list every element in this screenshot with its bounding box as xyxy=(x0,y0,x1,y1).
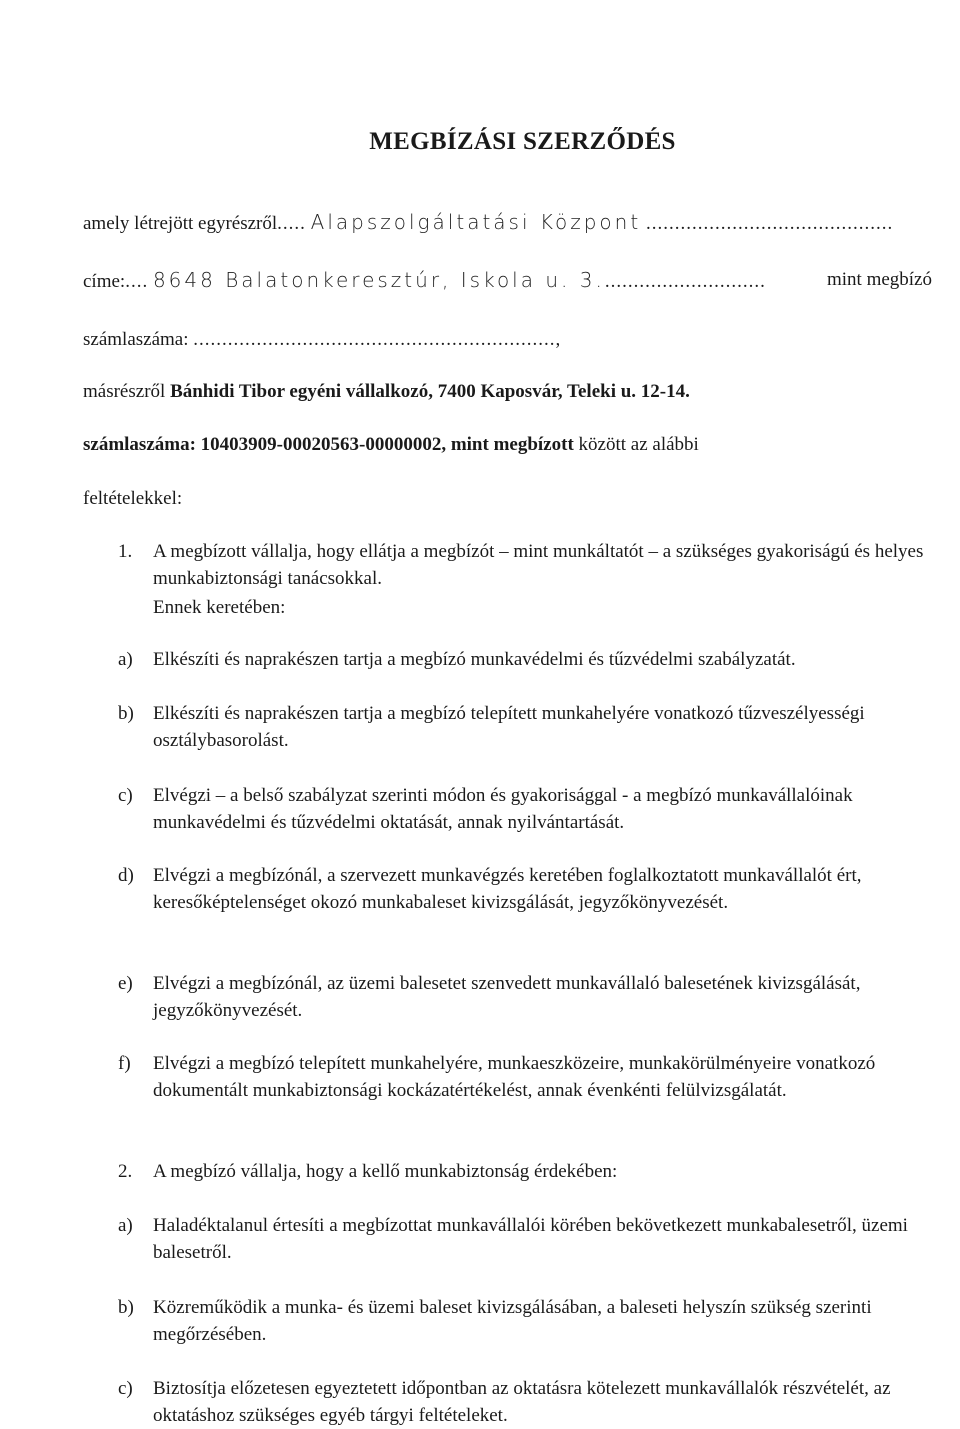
party1-address-handwritten: 8648 Balatonkeresztúr, Iskola u. 3. xyxy=(152,268,605,292)
section1-frame-text: Ennek keretében: xyxy=(153,597,286,618)
party1-address-label: címe: xyxy=(83,271,126,292)
item-marker: e) xyxy=(118,973,133,994)
conditions-label: feltételekkel: xyxy=(83,488,183,509)
item-marker: a) xyxy=(118,1215,133,1236)
item-marker: d) xyxy=(118,865,134,886)
party1-line: amely létrejött egyrészről..... Alapszolgáltatási Központ ........................................... xyxy=(83,210,894,234)
section1-number: 1. xyxy=(118,541,133,562)
party2-role-label: mint megbízott xyxy=(450,434,574,455)
section2-item-a: Haladéktalanul értesíti a megbízottat munkavállalói körében bekövetkezett munkabalesetről, üzemi balesetről. xyxy=(153,1215,908,1263)
item-marker: c) xyxy=(118,785,133,806)
party2-line xyxy=(83,380,932,404)
section1-item-f: Elvégzi a megbízó telepített munkahelyére, munkaeszközeire, munkakörülményeire vonatkozó dokumentált munkabiztonsági kockázatértékelést, annak évenkénti felülvizsgálatát. xyxy=(153,1053,876,1101)
party2-account-value: 10403909-00020563-00000002, xyxy=(200,434,447,455)
item-marker: a) xyxy=(118,649,133,670)
section1-item-c: Elvégzi – a belső szabályzat szerinti módon és gyakorisággal - a megbízó munkavállalóinak munkavédelmi és tűzvédelmi oktatását, annak nyilvántartását. xyxy=(153,785,853,833)
party2-identity: Bánhidi Tibor egyéni vállalkozó, 7400 Kaposvár, Teleki u. 12-14. xyxy=(170,381,690,402)
section1-item-e: Elvégzi a megbízónál, az üzemi balesetet szenvedett munkavállaló balesetének kivizsgálását, jegyzőkönyvezését. xyxy=(153,973,861,1021)
item-marker: f) xyxy=(118,1053,131,1074)
section2-item-c: Biztosítja előzetesen egyeztetett időpontban az oktatásra kötelezett munkavállalók részvételét, az oktatáshoz szükséges egyéb tárgyi feltételeket. xyxy=(153,1378,891,1426)
section2-number: 2. xyxy=(118,1161,133,1182)
item-marker: c) xyxy=(118,1378,133,1399)
party1-account-label: számlaszáma: xyxy=(83,329,189,350)
item-marker: b) xyxy=(118,1297,134,1318)
party1-account-line: számlaszáma: ..............................................................., xyxy=(83,329,562,350)
party1-intro-label: amely létrejött egyrészről xyxy=(83,213,278,234)
section1-text: A megbízott vállalja, hogy ellátja a megbízót – mint munkáltatót – a szükséges gyakoriságú és helyes munkabiztonsági tanácsokkal. xyxy=(153,541,924,589)
document-title: MEGBÍZÁSI SZERZŐDÉS xyxy=(369,128,676,155)
party2-account-label: számlaszáma: xyxy=(83,434,196,455)
party1-address-line: címe:.... 8648 Balatonkeresztúr, Iskola u. 3............................. mint megbízó xyxy=(83,268,932,292)
section1-item-a: Elkészíti és naprakészen tartja a megbízó munkavédelmi és tűzvédelmi szabályzatát. xyxy=(153,649,796,670)
party2-account-line xyxy=(83,433,932,457)
section2-text: A megbízó vállalja, hogy a kellő munkabiztonság érdekében: xyxy=(153,1161,618,1182)
section1-item-b: Elkészíti és naprakészen tartja a megbízó telepített munkahelyére vonatkozó tűzveszélyességi osztálybasorolást. xyxy=(153,703,865,751)
party2-closing-text: között az alábbi xyxy=(578,434,699,455)
section1-item-d: Elvégzi a megbízónál, a szervezett munkavégzés keretében foglalkoztatott munkavállalót ért, keresőképtelenséget okozó munkabaleset kivizsgálását, jegyzőkönyvezését. xyxy=(153,865,862,913)
party1-role-label: mint megbízó xyxy=(823,268,932,292)
party1-name-handwritten: Alapszolgáltatási Központ xyxy=(310,210,642,234)
party2-intro: másrészről xyxy=(83,381,166,402)
section2-item-b: Közreműködik a munka- és üzemi baleset kivizsgálásában, a baleseti helyszín szükség szerinti megőrzésében. xyxy=(153,1297,872,1345)
item-marker: b) xyxy=(118,703,134,724)
